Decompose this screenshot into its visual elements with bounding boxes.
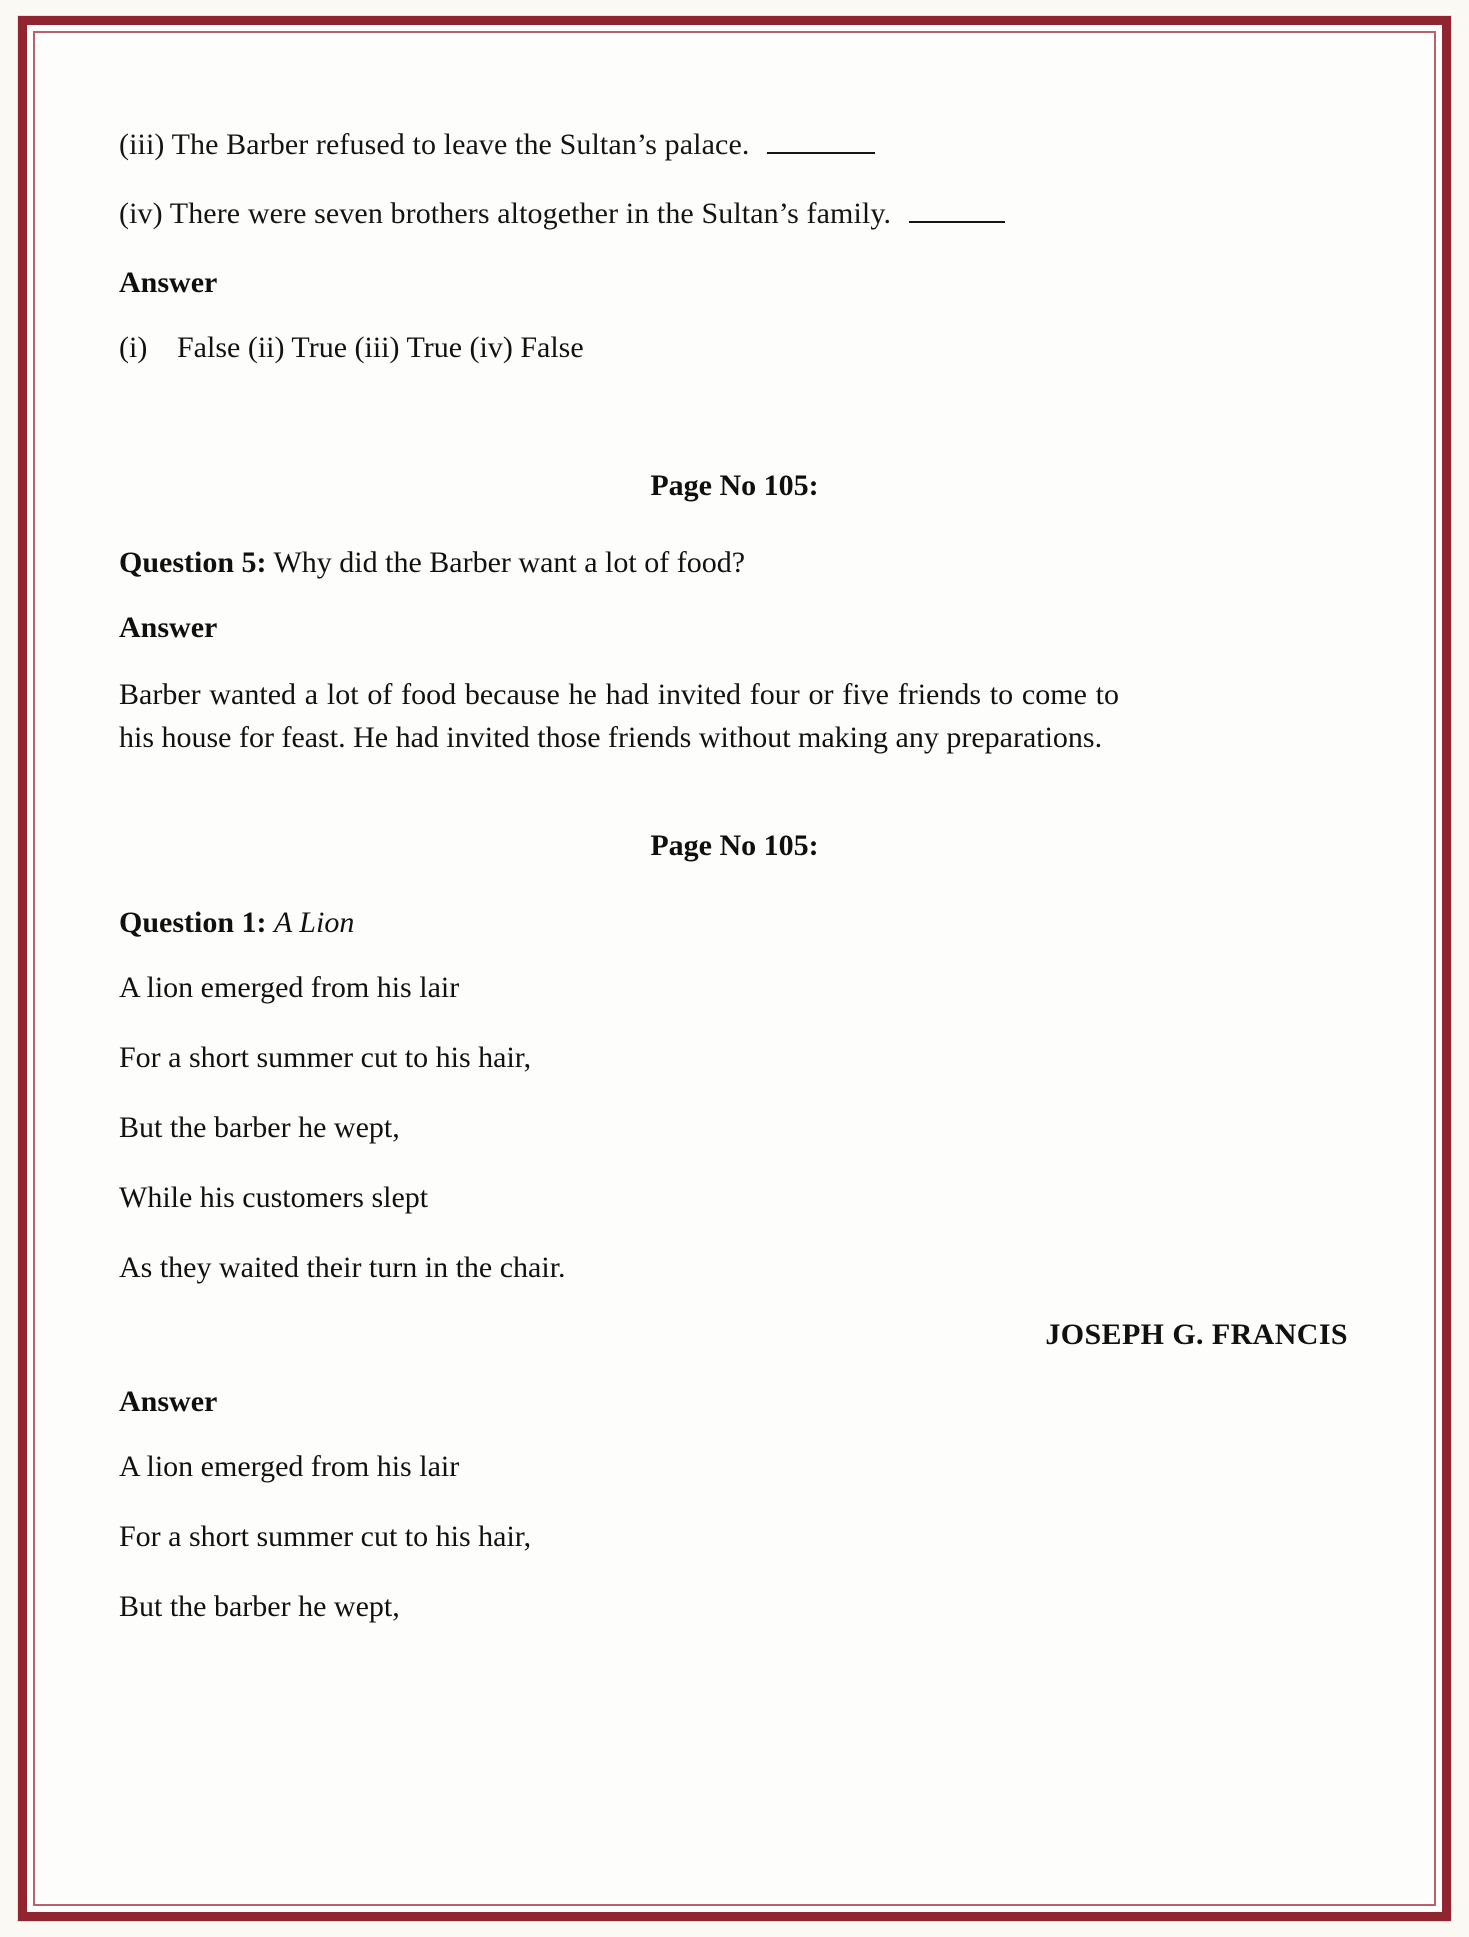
true-false-answer-label: Answer <box>119 266 218 299</box>
spacer-after-second-page-heading <box>119 863 1350 903</box>
question-5-answer-label: Answer <box>119 611 218 644</box>
question-1-label: Question 1: <box>119 906 267 940</box>
poem-line: But the barber he wept, <box>119 1111 400 1145</box>
spacer-before-second-page-heading <box>119 759 1350 829</box>
poem-attribution: JOSEPH G. FRANCIS <box>1045 1318 1348 1352</box>
poem-line: As they waited their turn in the chair. <box>119 1251 566 1285</box>
true-false-item-iv-text: There were seven brothers altogether in the Sultan’s family. <box>169 197 892 230</box>
poem-line: While his customers slept <box>119 1181 429 1215</box>
spacer-after-first-page-heading <box>119 503 1350 543</box>
decorative-page-border-inner <box>33 31 1436 1906</box>
true-false-item-iii-text: The Barber refused to leave the Sultan’s palace. <box>171 128 750 161</box>
true-false-item-iv <box>119 194 1350 233</box>
true-false-item-iii <box>119 125 1350 164</box>
question-5-answer-paragraph: Barber wanted a lot of food because he had invited four or five friends to come to his house for feast. He had invited those friends without making any preparations. <box>119 678 1119 755</box>
poem-line: For a short summer cut to his hair, <box>119 1041 532 1075</box>
true-false-item-iii-marker: (iii) <box>119 128 165 161</box>
true-false-item-iv-marker: (iv) <box>119 197 163 230</box>
question-5-text: Why did the Barber want a lot of food? <box>273 546 746 579</box>
page-heading-first: Page No 105: <box>650 469 819 502</box>
answer-poem-line: A lion emerged from his lair <box>119 1450 460 1484</box>
answer-blank-iii[interactable] <box>767 152 875 154</box>
question-1-answer-label: Answer <box>119 1385 218 1419</box>
decorative-page-border <box>18 16 1451 1921</box>
question-5 <box>119 543 1350 582</box>
answer-poem-line: But the barber he wept, <box>119 1590 400 1624</box>
poem-line: A lion emerged from his lair <box>119 971 460 1005</box>
document-content-area <box>35 33 1434 1904</box>
spacer-before-first-page-heading <box>119 393 1350 469</box>
true-false-answer-text: False (ii) True (iii) True (iv) False <box>177 331 584 364</box>
poem-title: A Lion <box>274 906 355 940</box>
question-1 <box>119 903 1350 942</box>
true-false-answer-values <box>119 328 1350 367</box>
true-false-answer-lead: (i) <box>119 331 148 364</box>
answer-poem-line: For a short summer cut to his hair, <box>119 1520 532 1554</box>
page-heading-second: Page No 105: <box>650 829 819 863</box>
answer-blank-iv[interactable] <box>909 221 1005 223</box>
question-5-label: Question 5: <box>119 546 267 579</box>
